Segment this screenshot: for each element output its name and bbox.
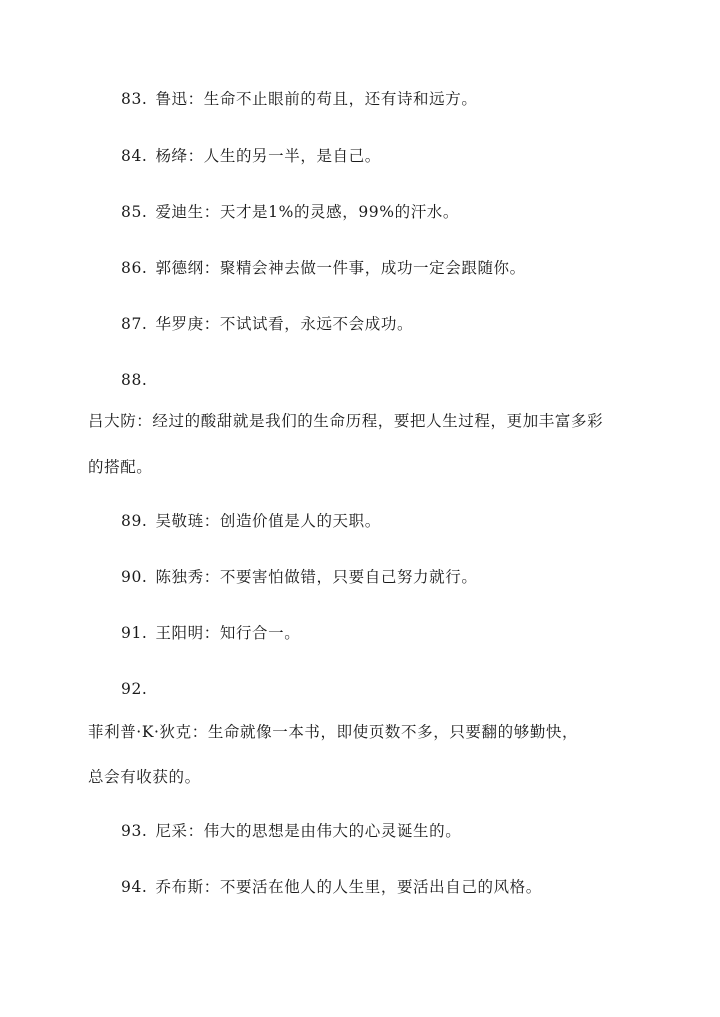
quote-text-line: 吕大防：经过的酸甜就是我们的生命历程，要把人生过程，更加丰富多彩 — [88, 412, 604, 430]
quote-number: 91. — [121, 624, 148, 642]
quote-number: 94. — [121, 878, 148, 896]
quote-item — [121, 257, 526, 279]
quote-text: 杨绛：人生的另一半，是自己。 — [155, 147, 381, 165]
quote-item — [121, 622, 300, 644]
quote-number: 87. — [121, 315, 148, 333]
quote-text: 鲁迅：生命不止眼前的苟且，还有诗和远方。 — [155, 90, 478, 108]
quote-item — [121, 510, 381, 532]
quote-number: 86. — [121, 259, 148, 277]
quote-text: 吴敬琏：创造价值是人的天职。 — [155, 512, 381, 530]
quote-number: 84. — [121, 147, 148, 165]
quote-text: 华罗庚：不试试看，永远不会成功。 — [155, 315, 414, 333]
quote-number: 85. — [121, 203, 148, 221]
quote-item — [121, 566, 477, 588]
quote-item — [121, 313, 413, 335]
quote-number: 93. — [121, 822, 148, 840]
quote-text: 陈独秀：不要害怕做错，只要自己努力就行。 — [155, 568, 478, 586]
quote-number: 90. — [121, 568, 148, 586]
quote-number: 92. — [121, 680, 148, 698]
quote-item — [121, 145, 381, 167]
quote-text: 乔布斯：不要活在他人的人生里，要活出自己的风格。 — [155, 878, 542, 896]
quote-text-line: 总会有收获的。 — [88, 768, 201, 786]
quote-item — [121, 201, 459, 223]
quote-text: 郭德纲：聚精会神去做一件事，成功一定会跟随你。 — [155, 259, 526, 277]
quote-text-line: 菲利普·K·狄克：生命就像一本书，即使页数不多，只要翻的够勤快， — [88, 723, 579, 741]
quote-number: 89. — [121, 512, 148, 530]
quote-text: 尼采：伟大的思想是由伟大的心灵诞生的。 — [155, 822, 462, 840]
quote-item — [121, 876, 542, 898]
quote-text: 爱迪生：天才是1%的灵感，99%的汗水。 — [155, 203, 459, 221]
quote-item — [121, 820, 461, 842]
quote-text: 王阳明：知行合一。 — [155, 624, 301, 642]
quote-number: 88. — [121, 371, 148, 389]
quote-number: 83. — [121, 90, 148, 108]
quote-item — [121, 88, 477, 110]
quote-text-line: 的搭配。 — [88, 458, 153, 476]
